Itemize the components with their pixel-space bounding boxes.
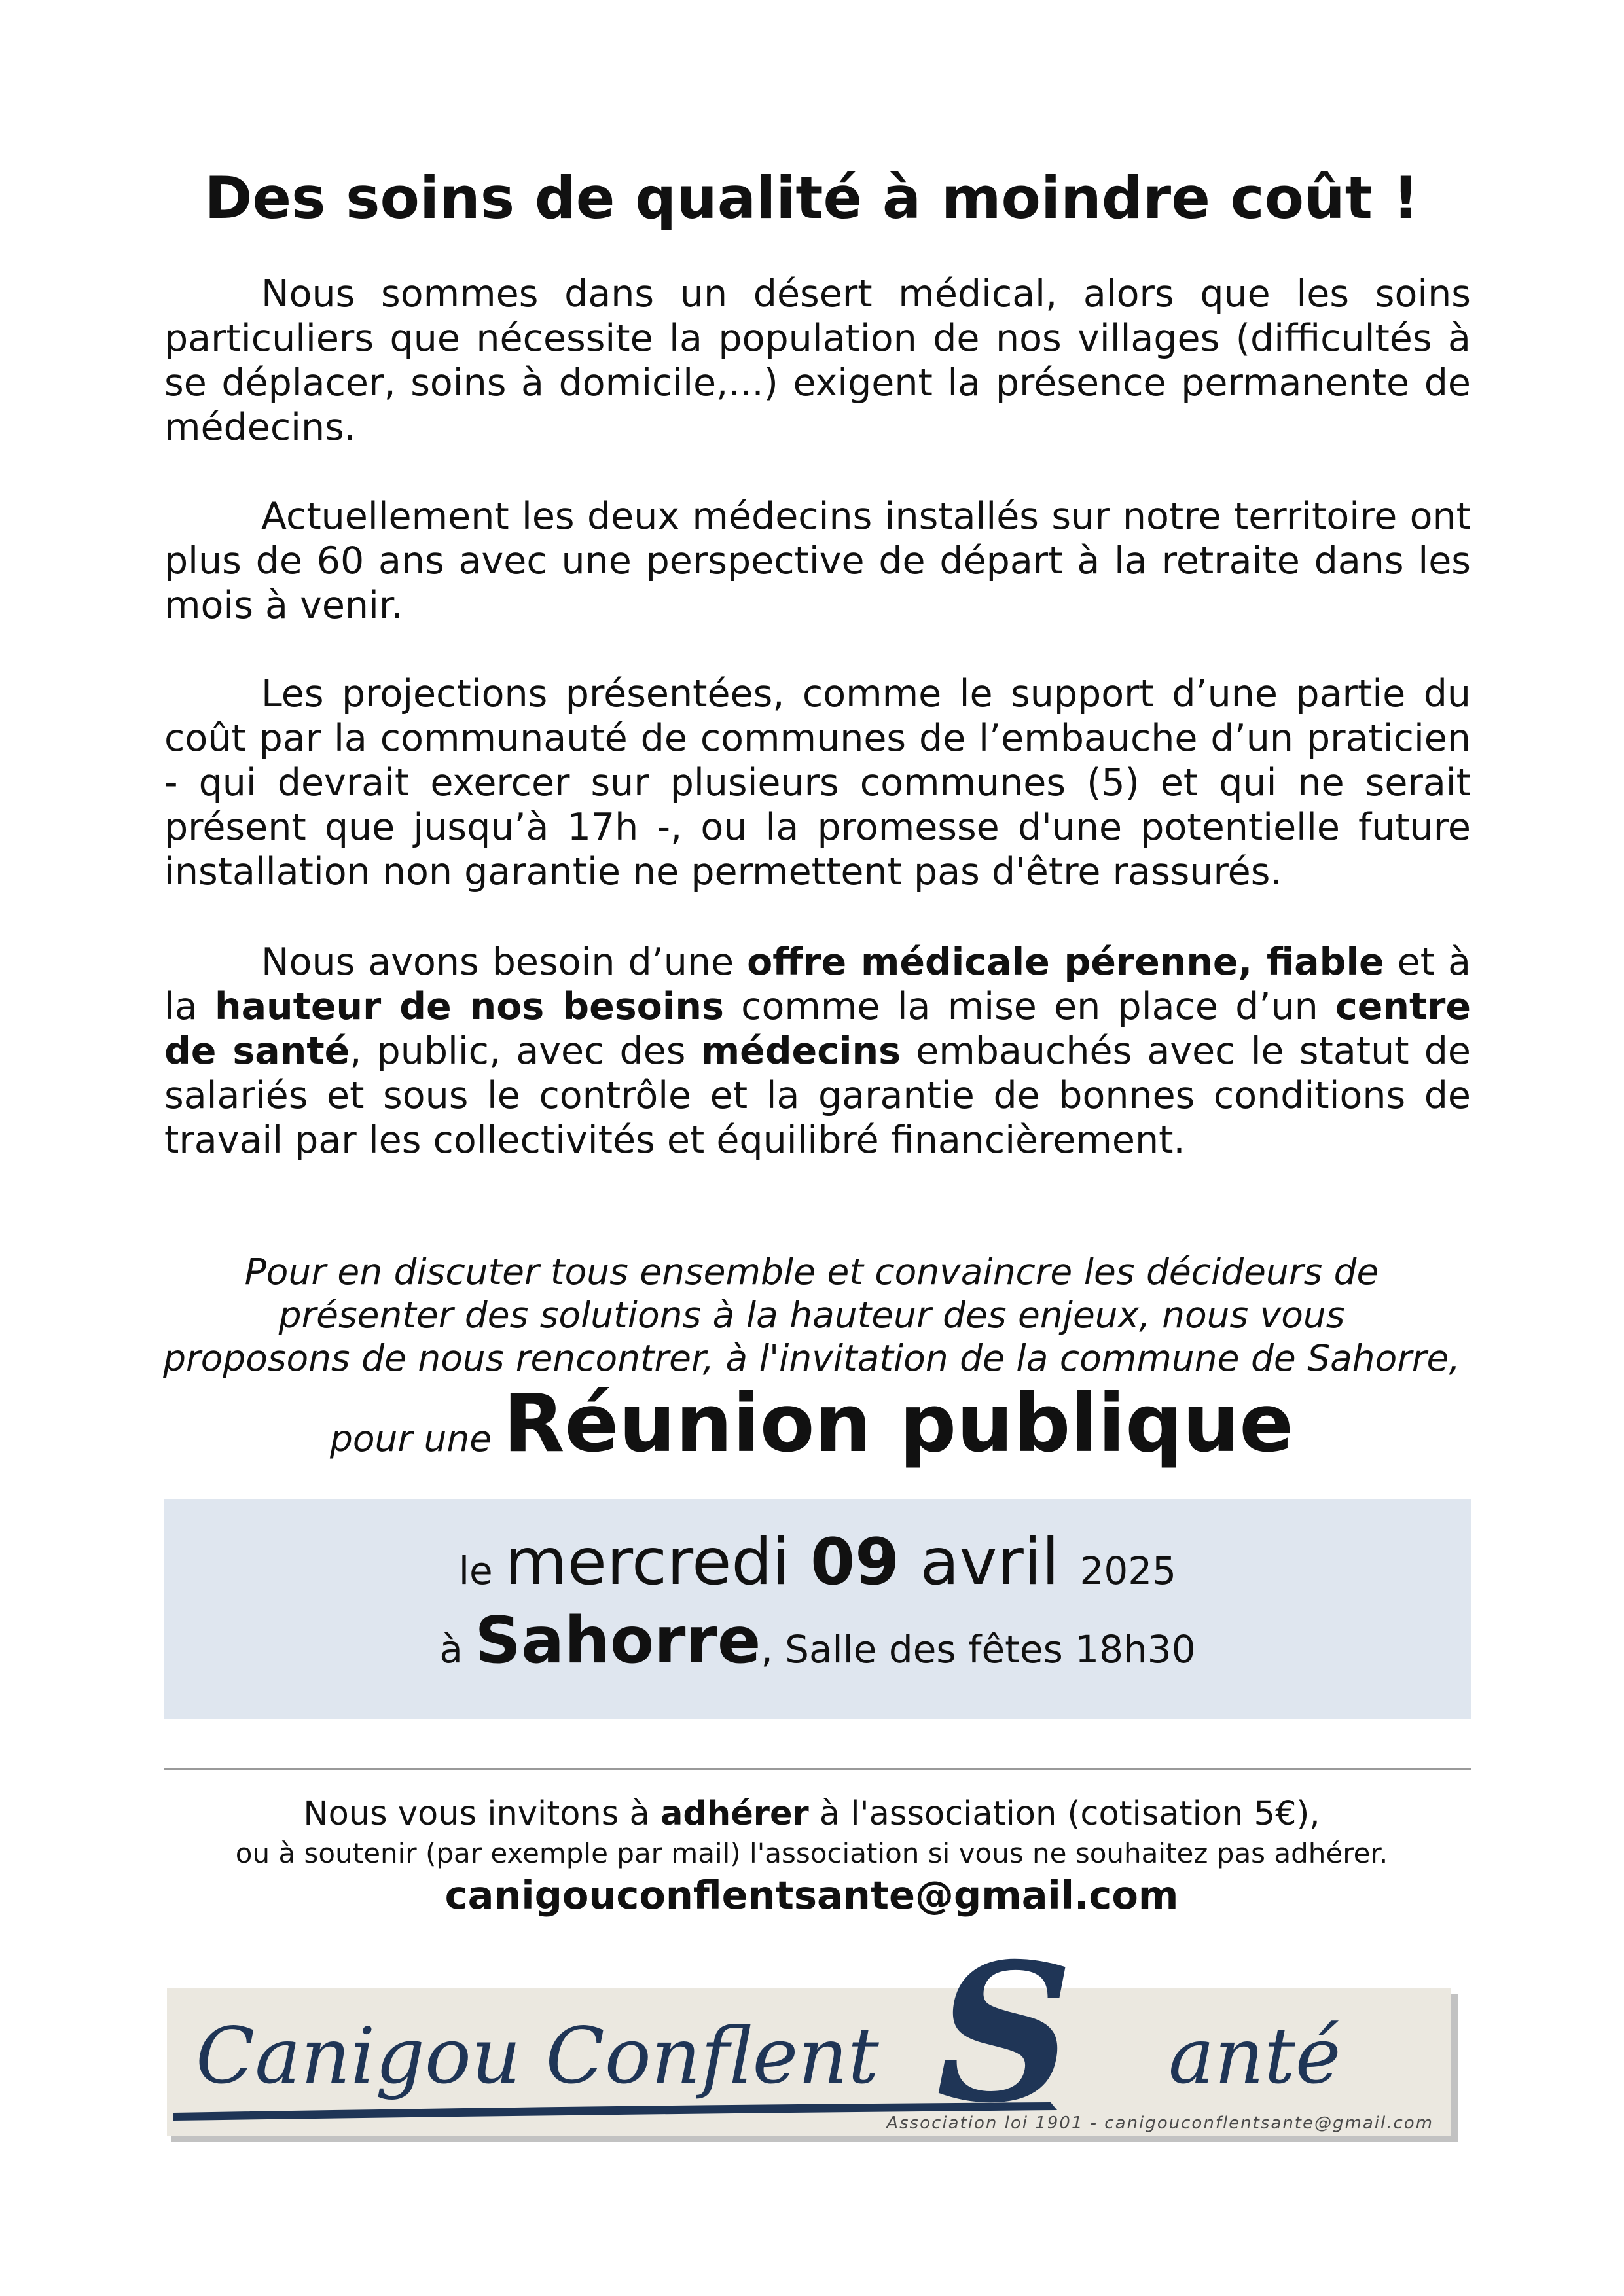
date-month: avril bbox=[899, 1525, 1080, 1600]
location-town: Sahorre bbox=[475, 1604, 761, 1678]
logo-tagline: Association loi 1901 - canigouconflentsante@gmail.com bbox=[886, 2113, 1434, 2133]
location-prefix: à bbox=[439, 1627, 475, 1672]
paragraph-text: et à la bbox=[164, 941, 1471, 1028]
reunion-prefix: pour une bbox=[330, 1418, 503, 1460]
logo-name-part1: Canigou Conflent bbox=[196, 2011, 879, 2101]
paragraph-text: Actuellement les deux médecins installés sur notre territoire ont plus de 60 ans avec une perspective de départ à la retraite dans les mois à venir. bbox=[164, 495, 1471, 627]
invitation-line: Pour en discuter tous ensemble et convaincre les décideurs de bbox=[244, 1251, 1379, 1293]
logo-big-s: S bbox=[936, 1950, 1074, 2145]
emphasis-offre-medicale: offre médicale pérenne, fiable bbox=[747, 941, 1384, 984]
paragraph-text: , public, avec des bbox=[350, 1030, 701, 1073]
location-venue-time: , Salle des fêtes 18h30 bbox=[761, 1627, 1196, 1672]
membership-text: Nous vous invitons à bbox=[303, 1795, 660, 1833]
date-weekday: mercredi bbox=[505, 1525, 810, 1600]
paragraph-desert-medical bbox=[164, 272, 1471, 450]
membership-text: à l'association (cotisation 5€), bbox=[808, 1795, 1320, 1833]
association-logo bbox=[167, 1950, 1476, 2160]
date-year: 2025 bbox=[1079, 1549, 1177, 1593]
date-day: 09 bbox=[810, 1525, 900, 1600]
membership-invite bbox=[131, 1793, 1492, 1835]
paragraph-projections bbox=[164, 672, 1471, 894]
emphasis-hauteur-besoins: hauteur de nos besoins bbox=[215, 985, 724, 1028]
emphasis-centre-sante: centre de santé bbox=[164, 985, 1471, 1073]
date-prefix: le bbox=[458, 1549, 505, 1593]
separator-line bbox=[164, 1768, 1471, 1770]
event-date bbox=[164, 1525, 1471, 1600]
reunion-heading bbox=[131, 1374, 1492, 1473]
paragraph-medecins-retraite bbox=[164, 494, 1471, 628]
membership-support: ou à soutenir (par exemple par mail) l'association si vous ne souhaitez pas adhérer. bbox=[235, 1837, 1388, 1869]
logo-graphic bbox=[167, 1950, 1476, 2160]
reunion-title: Réunion publique bbox=[503, 1377, 1293, 1470]
membership-emphasis: adhérer bbox=[660, 1795, 809, 1833]
invitation-text bbox=[131, 1250, 1492, 1380]
emphasis-medecins: médecins bbox=[700, 1030, 901, 1073]
paragraph-besoins bbox=[164, 940, 1471, 1162]
invitation-line: proposons de nous rencontrer, à l'invitation de la commune de Sahorre, bbox=[163, 1337, 1460, 1379]
paragraph-text: comme la mise en place d’un bbox=[723, 985, 1335, 1028]
paragraph-text: embauchés avec le statut de salariés et sous le contrôle et la garantie de bonnes conditions de travail par les collectivités et équilibré financièrement. bbox=[164, 1030, 1471, 1162]
contact-email: canigouconflentsante@gmail.com bbox=[444, 1873, 1179, 1918]
paragraph-text: Les projections présentées, comme le support d’une partie du coût par la communauté de communes de l’embauche d’un praticien - qui devrait exercer sur plusieurs communes (5) et qui ne serait présent que jusqu’à 17h -, ou la promesse d'une potentielle future installation non garantie ne permettent pas d'être rassurés. bbox=[164, 672, 1471, 893]
event-location bbox=[164, 1604, 1471, 1678]
invitation-line: présenter des solutions à la hauteur des enjeux, nous vous bbox=[278, 1294, 1345, 1336]
page-title: Des soins de qualité à moindre coût ! bbox=[204, 164, 1419, 232]
logo-name-part2: anté bbox=[1168, 2011, 1341, 2101]
paragraph-text: Nous sommes dans un désert médical, alors que les soins particuliers que nécessite la population de nos villages (difficultés à se déplacer, soins à domicile,...) exigent la présence permanente de médecins. bbox=[164, 272, 1471, 449]
event-details-box bbox=[164, 1499, 1471, 1719]
paragraph-text: Nous avons besoin d’une bbox=[261, 941, 748, 984]
